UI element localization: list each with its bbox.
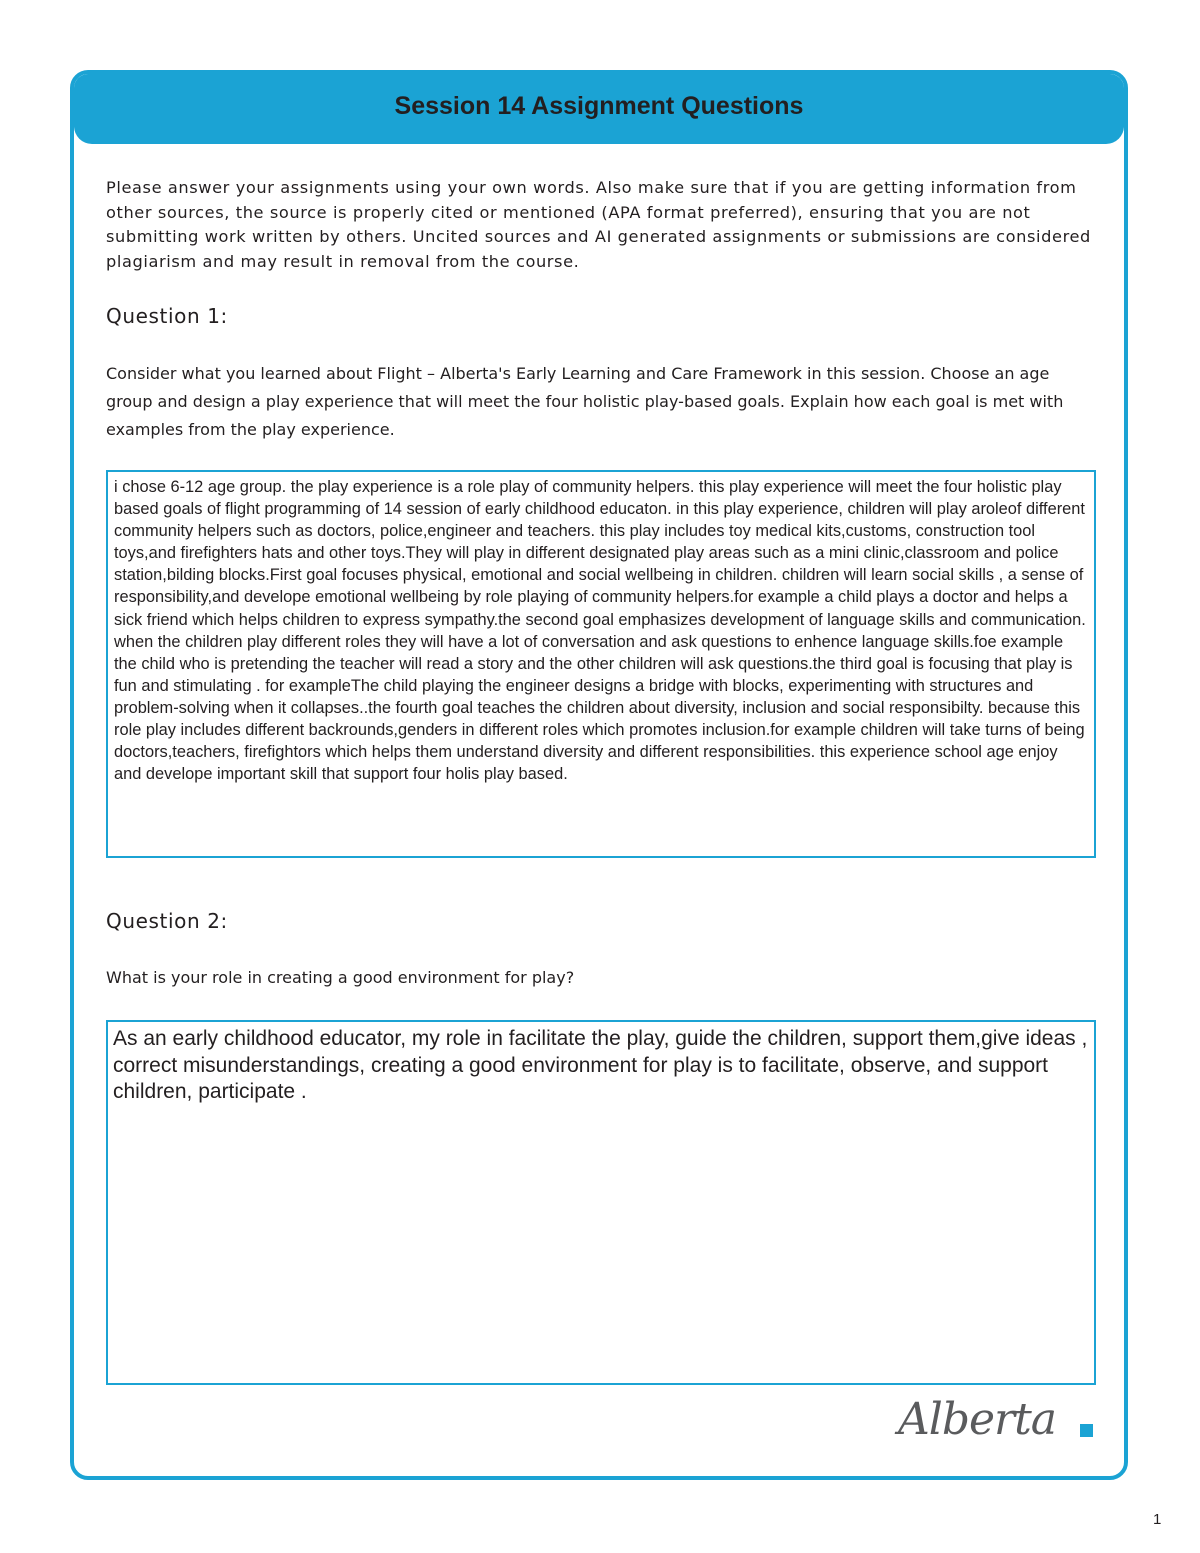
alberta-logo (898, 1390, 1108, 1460)
question-2-answer-text: As an early childhood educator, my role in facilitate the play, guide the children, support them,give ideas , correct misunderstandings, creating a good environment for play is to facilitate, observe, and support children, participate . (113, 1027, 1088, 1103)
header-band (74, 74, 1124, 144)
page-title: Session 14 Assignment Questions (394, 92, 804, 120)
page-number: 1 (1153, 1511, 1162, 1528)
question-1-prompt: Consider what you learned about Flight – Alberta's Early Learning and Care Framework in this session. Choose an age group and design a play experience that will meet the four holistic play-based goals. Explain how each goal is met with examples from the play experience. (106, 364, 1064, 439)
question-2-heading: Question 2: (106, 909, 228, 933)
alberta-logo-square-icon (1080, 1424, 1093, 1437)
instructions-text: Please answer your assignments using your own words. Also make sure that if you are getting information from other sources, the source is properly cited or mentioned (APA format preferred), ensuring that you are not submitting work written by others. Uncited sources and AI generated assignments or submissions are considered plagiarism and may result in removal from the course. (106, 178, 1091, 271)
alberta-logo-wordmark: Alberta (898, 1394, 1056, 1445)
question-1-answer-text: i chose 6-12 age group. the play experience is a role play of community helpers. this play experience will meet the four holistic play based goals of flight programming of 14 session of early childhood educaton. in this play experience, children will play aroleof different community helpers such as doctors, police,engineer and teachers. this play includes toy medical kits,customs, construction tool toys,and firefighters hats and other toys.They will play in different designated play areas such as a mini clinic,classroom and police station,bilding blocks.First goal focuses physical, emotional and social wellbeing in children. children will learn social skills , a sense of responsibility,and develope emotional wellbeing by role playing of community helpers.for example a child plays a doctor and helps a sick friend which helps children to express sympathy.the second goal emphasizes development of language skills and communication. when the children play different roles they will have a lot of conversation and ask questions to enhence language skills.foe example the child who is pretending the teacher will read a story and the other children will ask questions.the third goal is focusing that play is fun and stimulating . for exampleThe child playing the engineer designs a bridge with blocks, experimenting with structures and problem-solving when it collapses..the fourth goal teaches the children about diversity, inclusion and social responsibilty. because this role play includes different backrounds,genders in different roles which promotes inclusion.for example children will take turns of being doctors,teachers, firefightors which helps them understand diversity and different responsibilities. this experience school age enjoy and develope important skill that support four holis play based. (114, 478, 1086, 784)
question-1-heading: Question 1: (106, 304, 228, 328)
question-2-answer-field[interactable] (106, 1020, 1096, 1385)
question-1-answer-field[interactable] (106, 470, 1096, 858)
question-2-prompt: What is your role in creating a good environment for play? (106, 968, 575, 987)
